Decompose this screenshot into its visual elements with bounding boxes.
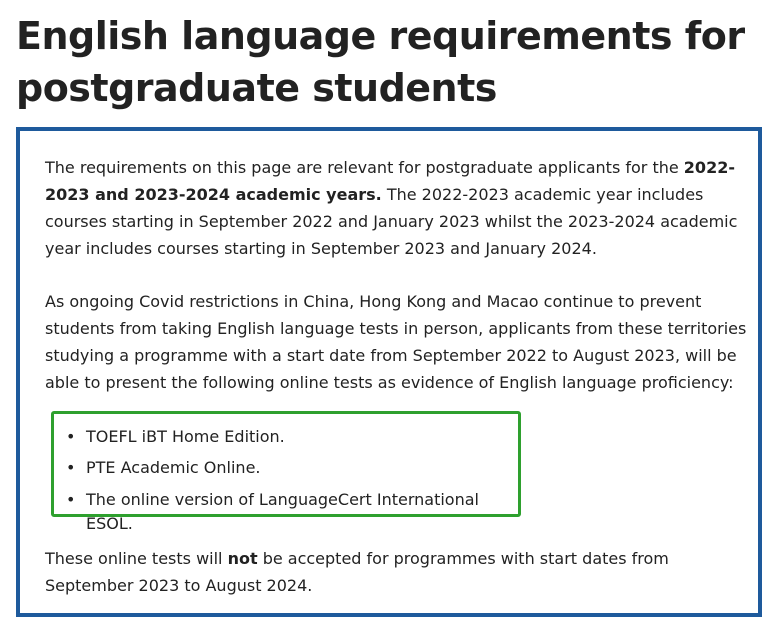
- online-test-label: TOEFL iBT Home Edition.: [86, 427, 285, 446]
- bullet-icon: •: [66, 490, 76, 509]
- online-tests-box: [51, 411, 521, 533]
- online-test-item: [54, 456, 504, 480]
- academic-years-highlight: 2022-2023 and 2023-2024 academic years.: [45, 158, 735, 204]
- online-test-label: PTE Academic Online.: [86, 458, 261, 477]
- not-accepted-paragraph: [45, 545, 760, 599]
- covid-restrictions-paragraph: As ongoing Covid restrictions in China, Hong Kong and Macao continue to prevent students from taking English language tests in person, applicants from these territories studying a programme with a start date from September 2022 to August 2023, will be able to present the following online tests as evidence of English language proficiency:: [45, 292, 747, 392]
- online-test-item: [54, 488, 504, 536]
- bullet-icon: •: [66, 458, 76, 477]
- not-accepted-text-end: be accepted for programmes with start dates from September 2023 to August 2024.: [45, 549, 669, 595]
- online-test-item: [54, 425, 504, 449]
- not-accepted-highlight: not: [227, 549, 258, 568]
- academic-years-text-end: The 2022-2023 academic year includes courses starting in September 2022 and January 2023 whilst the 2023-2024 academic year includes courses starting in September 2023 and January 2024.: [45, 185, 738, 258]
- bullet-icon: •: [66, 427, 76, 446]
- academic-years-paragraph: [45, 154, 760, 262]
- requirements-notice-box: [16, 127, 762, 617]
- academic-years-text-start: The requirements on this page are relevant for postgraduate applicants for the: [45, 158, 684, 177]
- online-test-label: The online version of LanguageCert International ESOL.: [86, 490, 479, 533]
- page-title: English language requirements for postgraduate students: [16, 14, 745, 110]
- not-accepted-text-start: These online tests will: [45, 549, 228, 568]
